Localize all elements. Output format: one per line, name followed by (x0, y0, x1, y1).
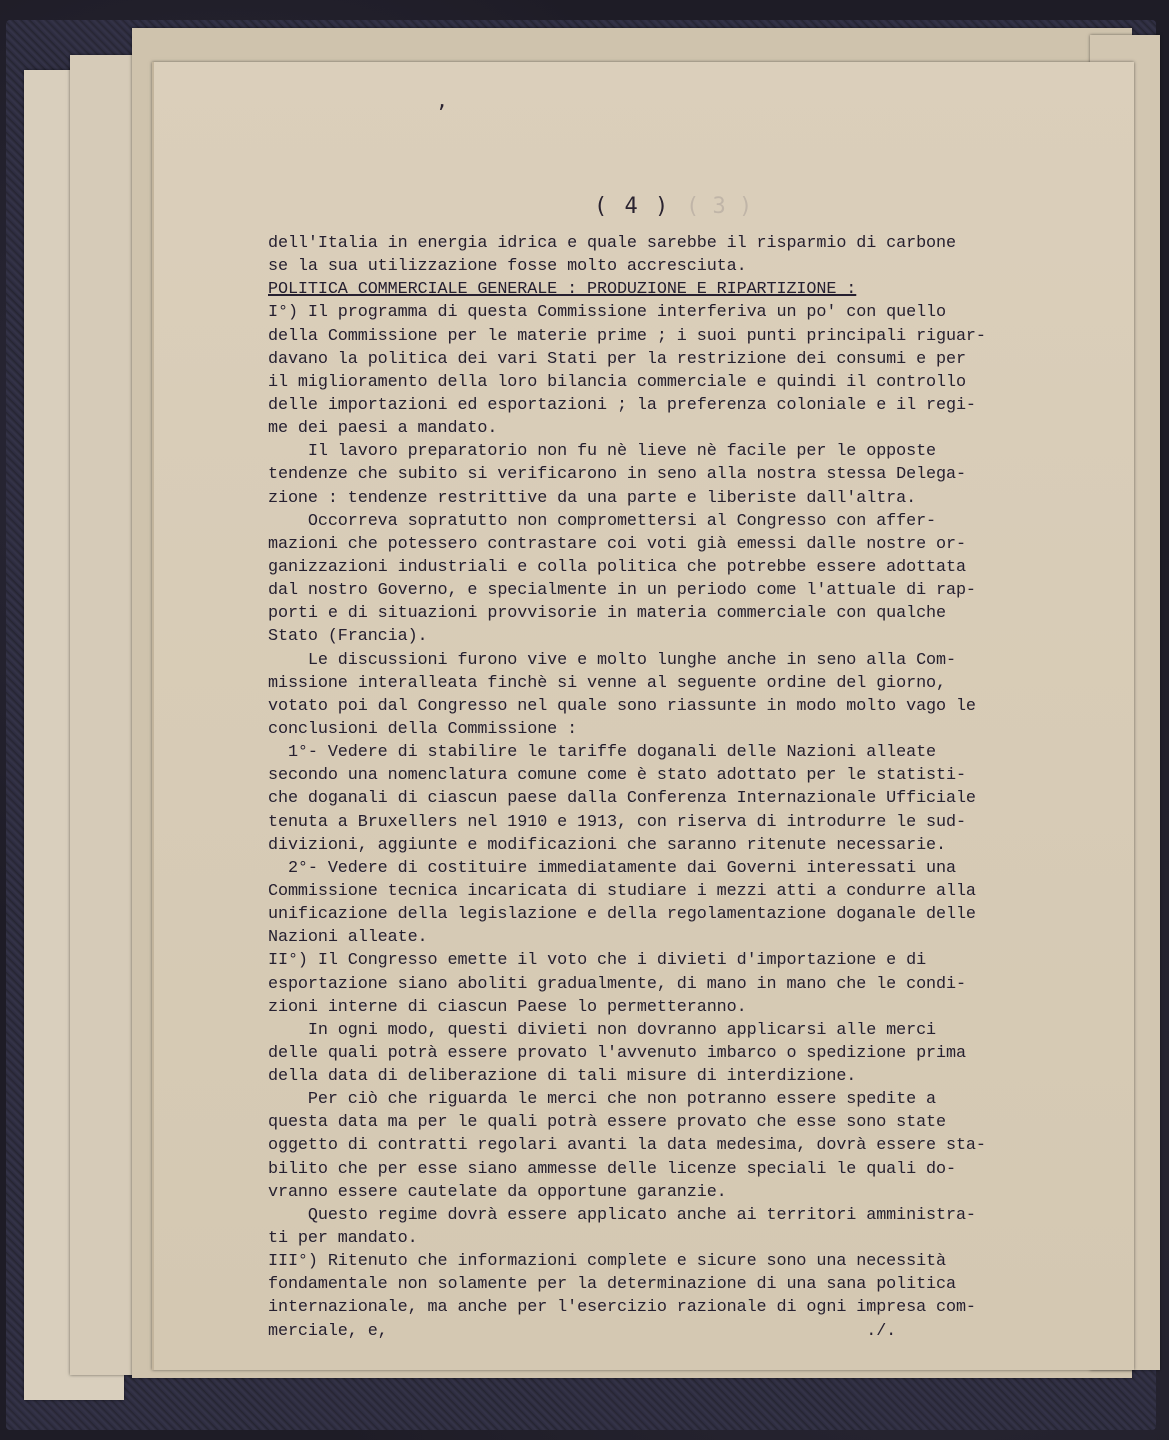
text-line: dell'Italia in energia idrica e quale sarebbe il risparmio di carbone (268, 234, 956, 253)
text-line: vranno essere cautelate da opportune garanzie. (268, 1182, 727, 1202)
page-number: ( 4 ) (594, 194, 671, 219)
text-line: Stato (Francia). (268, 627, 428, 647)
text-line: votato poi dal Congresso nel quale sono riassunte in modo molto vago le (268, 696, 976, 716)
text-line: zioni interne di ciascun Paese lo permetteranno. (268, 997, 747, 1017)
text-line: esportazione siano aboliti gradualmente, di mano in mano che le condi- (268, 974, 966, 994)
text-line: Le discussioni furono vive e molto lunghe anche in seno alla Com- (268, 650, 956, 670)
text-line: Il lavoro preparatorio non fu nè lieve nè facile per le opposte (268, 442, 937, 462)
text-line: Commissione tecnica incaricata di studiare i mezzi atti a condurre alla (268, 881, 976, 901)
text-line: delle importazioni ed esportazioni ; la preferenza coloniale e il regi- (268, 395, 976, 415)
text-line: il miglioramento della loro bilancia commerciale e quindi il controllo (268, 372, 966, 392)
text-line: III°) Ritenuto che informazioni complete e sicure sono una necessità (268, 1252, 946, 1272)
text-line: ti per mandato. (268, 1229, 418, 1249)
text-line: II°) Il Congresso emette il voto che i divieti d'importazione e di (268, 951, 927, 971)
text-line: merciale, e, ./. (268, 1321, 897, 1341)
text-line: unificazione della legislazione e della regolamentazione doganale delle (268, 905, 976, 925)
text-line: Questo regime dovrà essere applicato anche ai territori amministra- (268, 1205, 976, 1225)
text-line: della data di deliberazione di tali misure di interdizione. (268, 1067, 857, 1087)
text-line: della Commissione per le materie prime ; i suoi punti principali riguar- (268, 326, 986, 346)
document-body (268, 232, 1108, 1343)
text-line: fondamentale non solamente per la determinazione di una sana politica (268, 1275, 956, 1295)
text-line: davano la politica dei vari Stati per la restrizione dei consumi e per (268, 349, 966, 369)
text-line: bilito che per esse siano ammesse delle licenze speciali le quali do- (268, 1159, 956, 1179)
text-line: 1°- Vedere di stabilire le tariffe doganali delle Nazioni alleate (268, 743, 937, 763)
text-line: me dei paesi a mandato. (268, 419, 498, 439)
text-line: In ogni modo, questi divieti non dovranno applicarsi alle merci (268, 1020, 937, 1040)
text-line: Occorreva sopratutto non compromettersi al Congresso con affer- (268, 511, 937, 531)
text-line: tendenze che subito si verificarono in seno alla nostra stessa Delega- (268, 465, 966, 485)
text-line: dal nostro Governo, e specialmente in un periodo come l'attuale di rap- (268, 581, 976, 601)
text-line: I°) Il programma di questa Commissione interferiva un po' con quello (268, 303, 946, 323)
text-line: che doganali di ciascun paese dalla Conferenza Internazionale Ufficiale (268, 789, 976, 809)
text-line: ganizzazioni industriali e colla politica che potrebbe essere adottata (268, 557, 966, 577)
text-line: mazioni che potessero contrastare coi voti già emessi dalle nostre or- (268, 534, 966, 554)
text-line: tenuta a Bruxellers nel 1910 e 1913, con riserva di introdurre le sud- (268, 812, 966, 832)
text-line: missione interalleata finchè si venne al seguente ordine del giorno, (268, 673, 946, 693)
text-line: zione : tendenze restrittive da una parte e liberiste dall'altra. (268, 488, 917, 508)
bleed-through-page-number: ( 3 ) (686, 194, 753, 219)
text-line: divizioni, aggiunte e modificazioni che saranno ritenute necessarie. (268, 835, 946, 855)
text-line: delle quali potrà essere provato l'avvenuto imbarco o spedizione prima (268, 1043, 966, 1063)
text-line: secondo una nomenclatura comune come è stato adottato per le statisti- (268, 766, 966, 786)
text-line: se la sua utilizzazione fosse molto accresciuta. (268, 257, 747, 277)
text-line: conclusioni della Commissione : (268, 719, 578, 739)
ink-mark: ‚ (436, 88, 449, 112)
text-line: Nazioni alleate. (268, 928, 428, 948)
section-heading: POLITICA COMMERCIALE GENERALE : PRODUZIONE E RIPARTIZIONE : (268, 280, 857, 300)
text-line: oggetto di contratti regolari avanti la data medesima, dovrà essere sta- (268, 1136, 986, 1156)
text-line: questa data ma per le quali potrà essere provato che esse sono state (268, 1113, 946, 1133)
text-line: internazionale, ma anche per l'esercizio razionale di ogni impresa com- (268, 1298, 976, 1318)
text-line: 2°- Vedere di costituire immediatamente dai Governi interessati una (268, 858, 956, 878)
text-line: porti e di situazioni provvisorie in materia commerciale con qualche (268, 604, 946, 624)
text-line: Per ciò che riguarda le merci che non potranno essere spedite a (268, 1090, 937, 1110)
